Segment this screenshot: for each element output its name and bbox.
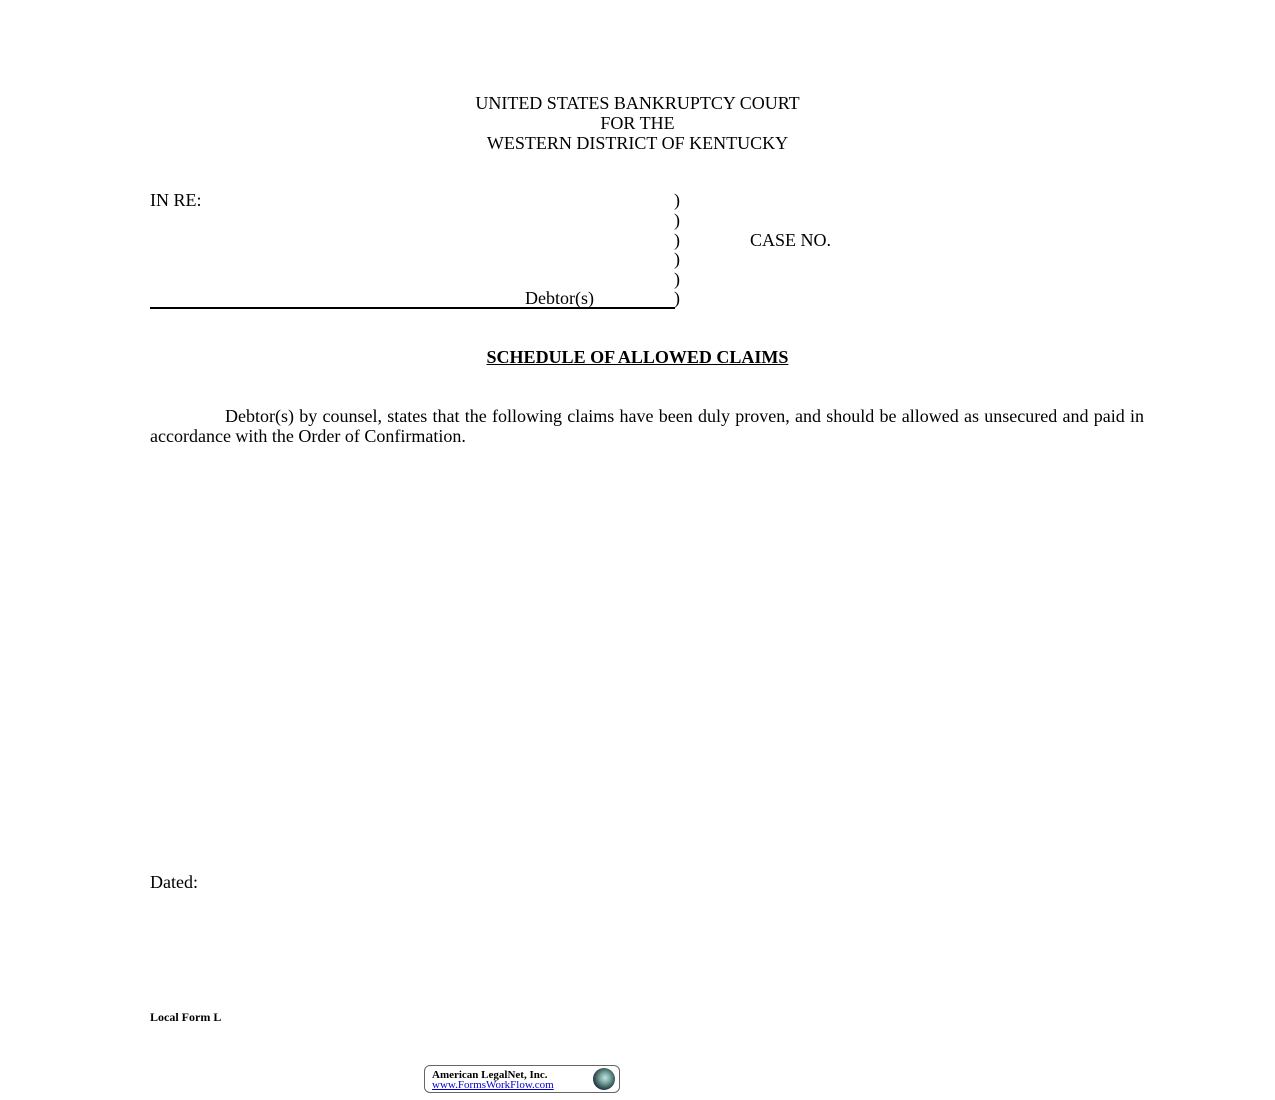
document-title: SCHEDULE OF ALLOWED CLAIMS [486, 347, 789, 367]
form-label: Local Form L [150, 1010, 222, 1024]
caption-paren: ) [674, 249, 680, 269]
logo-url[interactable]: www.FormsWorkFlow.com [432, 1079, 554, 1091]
globe-icon [593, 1068, 615, 1090]
american-legalnet-logo[interactable] [424, 1065, 620, 1093]
case-number-label: CASE NO. [750, 230, 832, 250]
court-for: FOR THE [600, 113, 675, 133]
caption-paren: ) [674, 288, 680, 308]
caption-paren: ) [674, 210, 680, 230]
in-re-label: IN RE: [150, 190, 202, 210]
debtor-signature-line [150, 307, 675, 309]
caption-paren: ) [674, 190, 680, 210]
court-header [0, 93, 1275, 153]
dated-label: Dated: [150, 872, 198, 892]
body-paragraph [150, 406, 1144, 446]
debtor-label: Debtor(s) [525, 288, 594, 308]
caption-paren: ) [674, 269, 680, 289]
body-text: Debtor(s) by counsel, states that the following claims have been duly proven, and should be allowed as unsecured and paid in accordance with the Order of Confirmation. [150, 406, 1144, 446]
caption-paren: ) [674, 230, 680, 250]
court-district: WESTERN DISTRICT OF KENTUCKY [486, 133, 789, 153]
logo-company: American LegalNet, Inc. [432, 1069, 548, 1081]
court-name: UNITED STATES BANKRUPTCY COURT [475, 93, 800, 113]
